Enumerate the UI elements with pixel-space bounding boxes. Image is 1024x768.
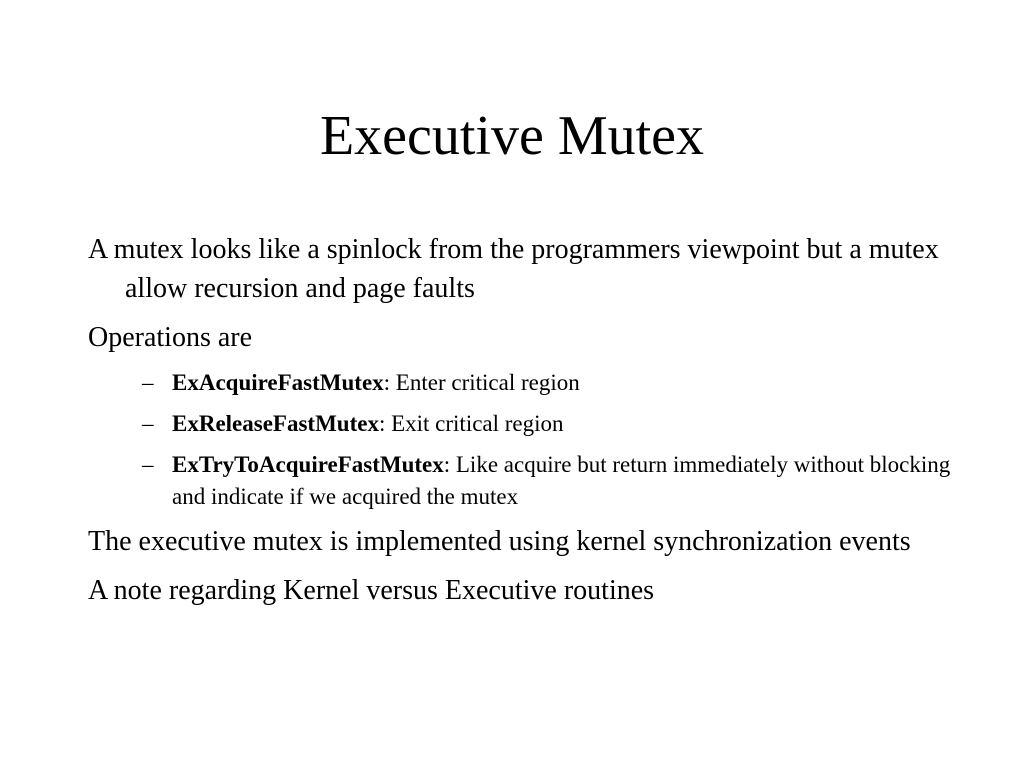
dash-bullet: – bbox=[142, 411, 154, 436]
operation-name: ExAcquireFastMutex bbox=[172, 370, 384, 395]
operation-description: : Exit critical region bbox=[378, 411, 564, 436]
bullet-note: A note regarding Kernel versus Executive routines bbox=[88, 575, 655, 606]
operation-description: : Like acquire but return immediately without blocking and indicate if we acquired the mutex bbox=[172, 452, 951, 509]
bullet-implementation: The executive mutex is implemented using kernel synchronization events bbox=[88, 526, 911, 557]
operation-item-release bbox=[88, 408, 968, 440]
operation-item-acquire bbox=[88, 367, 968, 399]
bullet-mutex-description: A mutex looks like a spinlock from the programmers viewpoint but a mutex allow recursion and page faults bbox=[88, 234, 939, 304]
operations-group bbox=[88, 367, 968, 513]
operation-item-try-acquire bbox=[88, 449, 968, 513]
slide-title: Executive Mutex bbox=[319, 105, 705, 167]
bullet-operations: Operations are bbox=[88, 322, 253, 353]
operation-name: ExTryToAcquireFastMutex bbox=[172, 452, 444, 477]
bullet-list bbox=[88, 230, 968, 620]
dash-bullet: – bbox=[142, 452, 154, 477]
dash-bullet: – bbox=[142, 370, 154, 395]
operations-list bbox=[88, 367, 968, 513]
operation-description: : Enter critical region bbox=[383, 370, 580, 395]
operation-name: ExReleaseFastMutex bbox=[172, 411, 379, 436]
